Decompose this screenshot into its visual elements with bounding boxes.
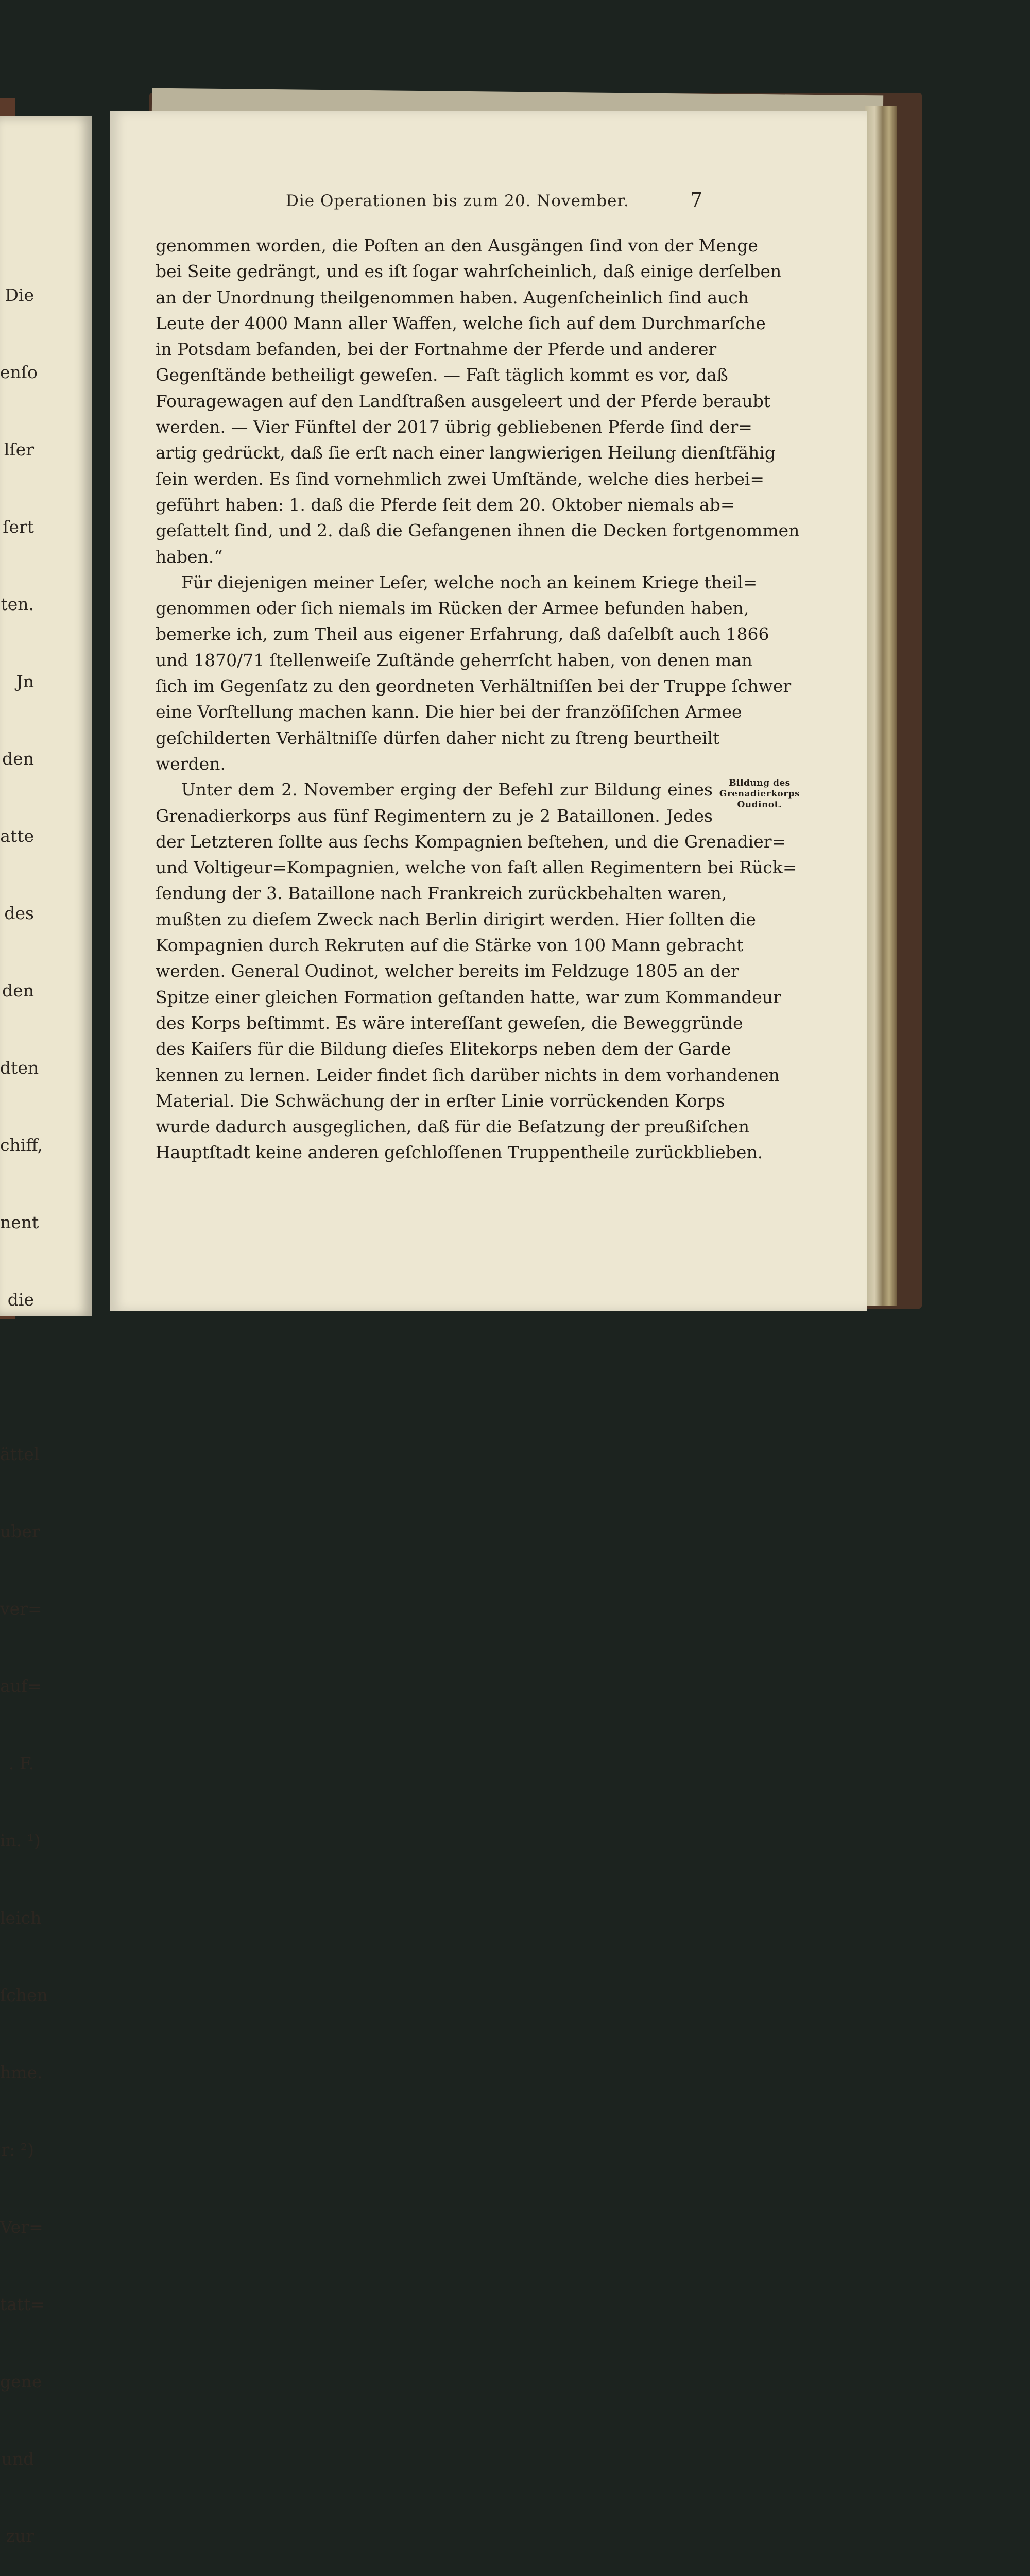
left-fragment: zur [6, 2526, 34, 2546]
left-fragment: nent [0, 1212, 39, 1232]
text-line: in Potsdam befanden, bei der Fortnahme der Pferde und anderer [156, 339, 717, 360]
text-line: Material. Die Schwächung der in erſter Linie vorrückenden Korps [156, 1090, 725, 1111]
left-fragment: lſer [4, 439, 34, 460]
text-line: Grenadierkorps aus fünf Regimentern zu je 2 Bataillonen. Jedes [156, 805, 713, 826]
text-line: ſendung der 3. Bataillone nach Frankreich zurückbehalten waren, [156, 883, 727, 904]
text-line: und Voltigeur=Kompagnien, welche von faſt allen Regimentern bei Rück= [156, 857, 797, 878]
left-fragment: tatt= [0, 2294, 45, 2314]
left-fragment: in. ¹) [0, 1831, 41, 1851]
left-fragment: die [7, 1290, 34, 1310]
margin-note [718, 778, 801, 810]
left-fragment: dten [0, 1058, 39, 1078]
left-fragment: ten. [1, 594, 34, 614]
left-fragment: r: ²) [1, 2140, 34, 2160]
margin-note-line: Grenadierkorps [719, 789, 800, 799]
text-line: genommen worden, die Poſten an den Ausgängen ſind von der Menge [156, 235, 758, 256]
left-fragment: leich [0, 1908, 42, 1928]
left-fragment: ſert [3, 517, 34, 537]
left-fragment: enſo [0, 362, 38, 382]
left-fragment: ättel [0, 1444, 40, 1464]
left-fragment: den [2, 749, 34, 769]
text-line: ſein werden. Es ſind vornehmlich zwei Umſtände, welche dies herbei= [156, 468, 765, 489]
text-line: werden. [156, 753, 226, 774]
text-line: kennen zu lernen. Leider findet ſich darüber nichts in dem vorhandenen [156, 1064, 780, 1085]
text-line: haben.“ [156, 546, 223, 567]
text-line: an der Unordnung theilgenommen haben. Augenſcheinlich ſind auch [156, 287, 749, 308]
text-line: bei Seite gedrängt, und es iſt ſogar wahrſcheinlich, daß einige derſelben [156, 261, 782, 282]
paragraph-first-line: Unter dem 2. November erging der Befehl zur Bildung eines [181, 779, 713, 800]
text-line: geſchilderten Verhältniſſe dürfen daher nicht zu ſtreng beurtheilt [156, 727, 720, 748]
left-fragment: Jn [16, 671, 34, 691]
left-fragment: . F. [8, 1753, 34, 1773]
page-edges-right [865, 106, 897, 1306]
text-line: des Korps beſtimmt. Es wäre intereſſant geweſen, die Beweggründe [156, 1012, 743, 1033]
page-number: 7 [690, 189, 703, 211]
running-head-title: Die Operationen bis zum 20. November. [286, 192, 629, 210]
text-line: bemerke ich, zum Theil aus eigener Erfahrung, daß daſelbſt auch 1866 [156, 624, 769, 645]
left-fragment: gene [0, 2371, 42, 2392]
left-fragment: Ver= [0, 2217, 43, 2237]
background-bottom [0, 1319, 1030, 1421]
text-line: wurde dadurch ausgeglichen, daß für die Beſatzung der preußiſchen [156, 1116, 749, 1137]
left-fragment: atte [0, 826, 34, 846]
text-line: der Letzteren ſollte aus ſechs Kompagnien beſtehen, und die Grenadier= [156, 831, 786, 852]
left-fragment: chiff, [0, 1135, 43, 1155]
text-line: werden. General Oudinot, welcher bereits im Feldzuge 1805 an der [156, 961, 739, 981]
text-line: Gegenſtände betheiligt geweſen. — Faſt täglich kommt es vor, daß [156, 365, 728, 385]
text-line: eine Vorſtellung machen kann. Die hier bei der franzöſiſchen Armee [156, 702, 742, 722]
text-line: Leute der 4000 Mann aller Waffen, welche ſich auf dem Durchmarſche [156, 313, 766, 333]
text-line: des Kaiſers für die Bildung dieſes Elitekorps neben dem der Garde [156, 1039, 731, 1059]
text-line: mußten zu dieſem Zweck nach Berlin dirigirt werden. Hier ſollten die [156, 909, 756, 929]
left-fragment: uber [0, 1521, 40, 1541]
text-line: Spitze einer gleichen Formation geſtanden hatte, war zum Kommandeur [156, 987, 781, 1007]
text-line: geführt haben: 1. daß die Pferde ſeit dem 20. Oktober niemals ab= [156, 494, 735, 515]
left-fragment: und [1, 2449, 34, 2469]
text-line: artig gedrückt, daß ſie erſt nach einer langwierigen Heilung dienſtfähig [156, 443, 776, 463]
text-line: und 1870/71 ſtellenweiſe Zuſtände geherrſcht haben, von denen man [156, 650, 753, 670]
left-fragment: des [4, 903, 34, 923]
left-fragment: ſchen [0, 1985, 48, 2005]
margin-note-line: Bildung des [729, 778, 791, 788]
left-fragment: hme. [0, 2062, 43, 2082]
left-fragment: Die [5, 285, 34, 305]
text-line: geſattelt ſind, und 2. daß die Gefangenen ihnen die Decken fortgenommen [156, 520, 800, 541]
text-line: Fouragewagen auf den Landſtraßen ausgeleert und der Pferde beraubt [156, 391, 771, 411]
text-line: ſich im Gegenſatz zu den geordneten Verhältniſſen bei der Truppe ſchwer [156, 676, 792, 697]
paragraph-first-line: Für diejenigen meiner Leſer, welche noch an keinem Kriege theil= [181, 572, 758, 592]
left-fragment: den [2, 980, 34, 1001]
text-line: werden. — Vier Fünftel der 2017 übrig gebliebenen Pferde ſind der= [156, 417, 752, 437]
text-line: Hauptſtadt keine anderen geſchloſſenen Truppentheile zurückblieben. [156, 1142, 763, 1163]
margin-note-line: Oudinot. [737, 800, 782, 810]
left-fragment: auf= [0, 1676, 42, 1696]
text-line: Kompagnien durch Rekruten auf die Stärke von 100 Mann gebracht [156, 935, 744, 956]
text-line: genommen oder ſich niemals im Rücken der Armee befunden haben, [156, 598, 749, 619]
left-fragment: ver= [0, 1599, 42, 1619]
